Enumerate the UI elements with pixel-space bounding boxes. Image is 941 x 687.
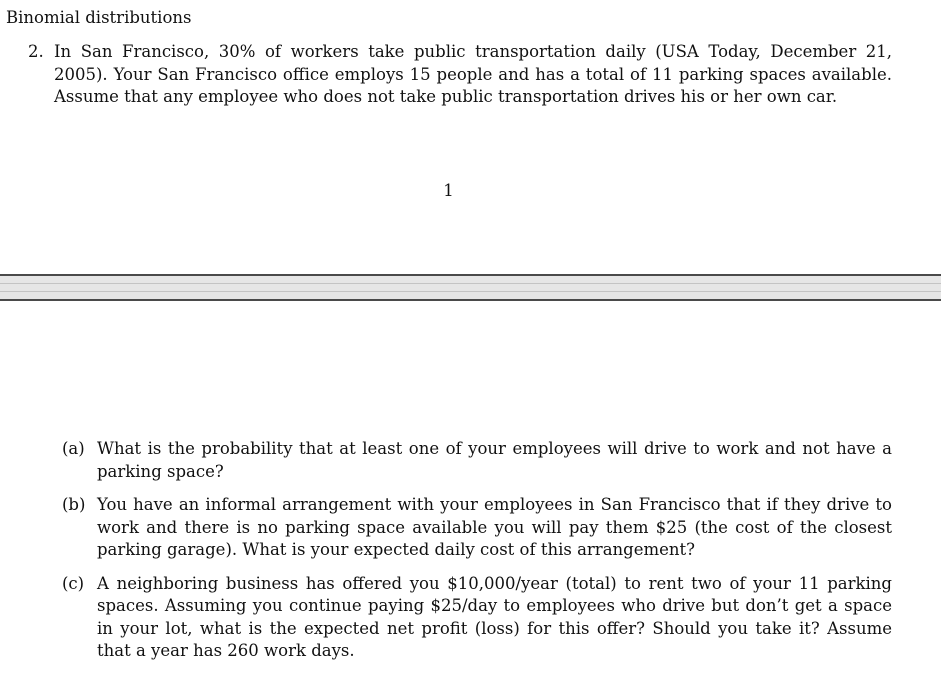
subpart-a (62, 438, 892, 483)
subpart-label: (c) (62, 573, 85, 593)
subpart-text: What is the probability that at least one of your employees will drive to work and not have a parking space? (97, 439, 892, 481)
problem-number: 2. (28, 42, 44, 61)
subpart-c (62, 573, 892, 663)
divider-line-middle (0, 283, 941, 284)
subparts-list (62, 438, 892, 674)
divider-line-bottom (0, 299, 941, 301)
subpart-b (62, 494, 892, 562)
page-number: 1 (443, 181, 454, 200)
subpart-label: (a) (62, 439, 85, 458)
page-break-divider (0, 274, 941, 301)
section-title: Binomial distributions (6, 8, 192, 27)
divider-line-top (0, 274, 941, 276)
subpart-text: You have an informal arrangement with your employees in San Francisco that if they drive to work and there is no parking space available you will pay them $25 (the cost of the closest parking garage). What is your expected daily cost of this arrangement? (97, 495, 892, 559)
problem-text: In San Francisco, 30% of workers take public transportation daily (USA Today, December 21, 2005). Your San Francisco office employs 15 people and has a total of 11 parking spaces available. Assume that any employee who does not take public transportation drives his or her own car. (54, 42, 892, 106)
divider-line-middle (0, 291, 941, 292)
subpart-label: (b) (62, 495, 86, 514)
subpart-text: A neighboring business has offered you $10,000/year (total) to rent two of your 11 parking spaces. Assuming you continue paying $25/day to employees who drive but don’t get a space in your lot, what is the expected net profit (loss) for this offer? Should you take it? Assume that a year has 260 work days. (97, 573, 892, 660)
problem-2 (28, 41, 892, 109)
